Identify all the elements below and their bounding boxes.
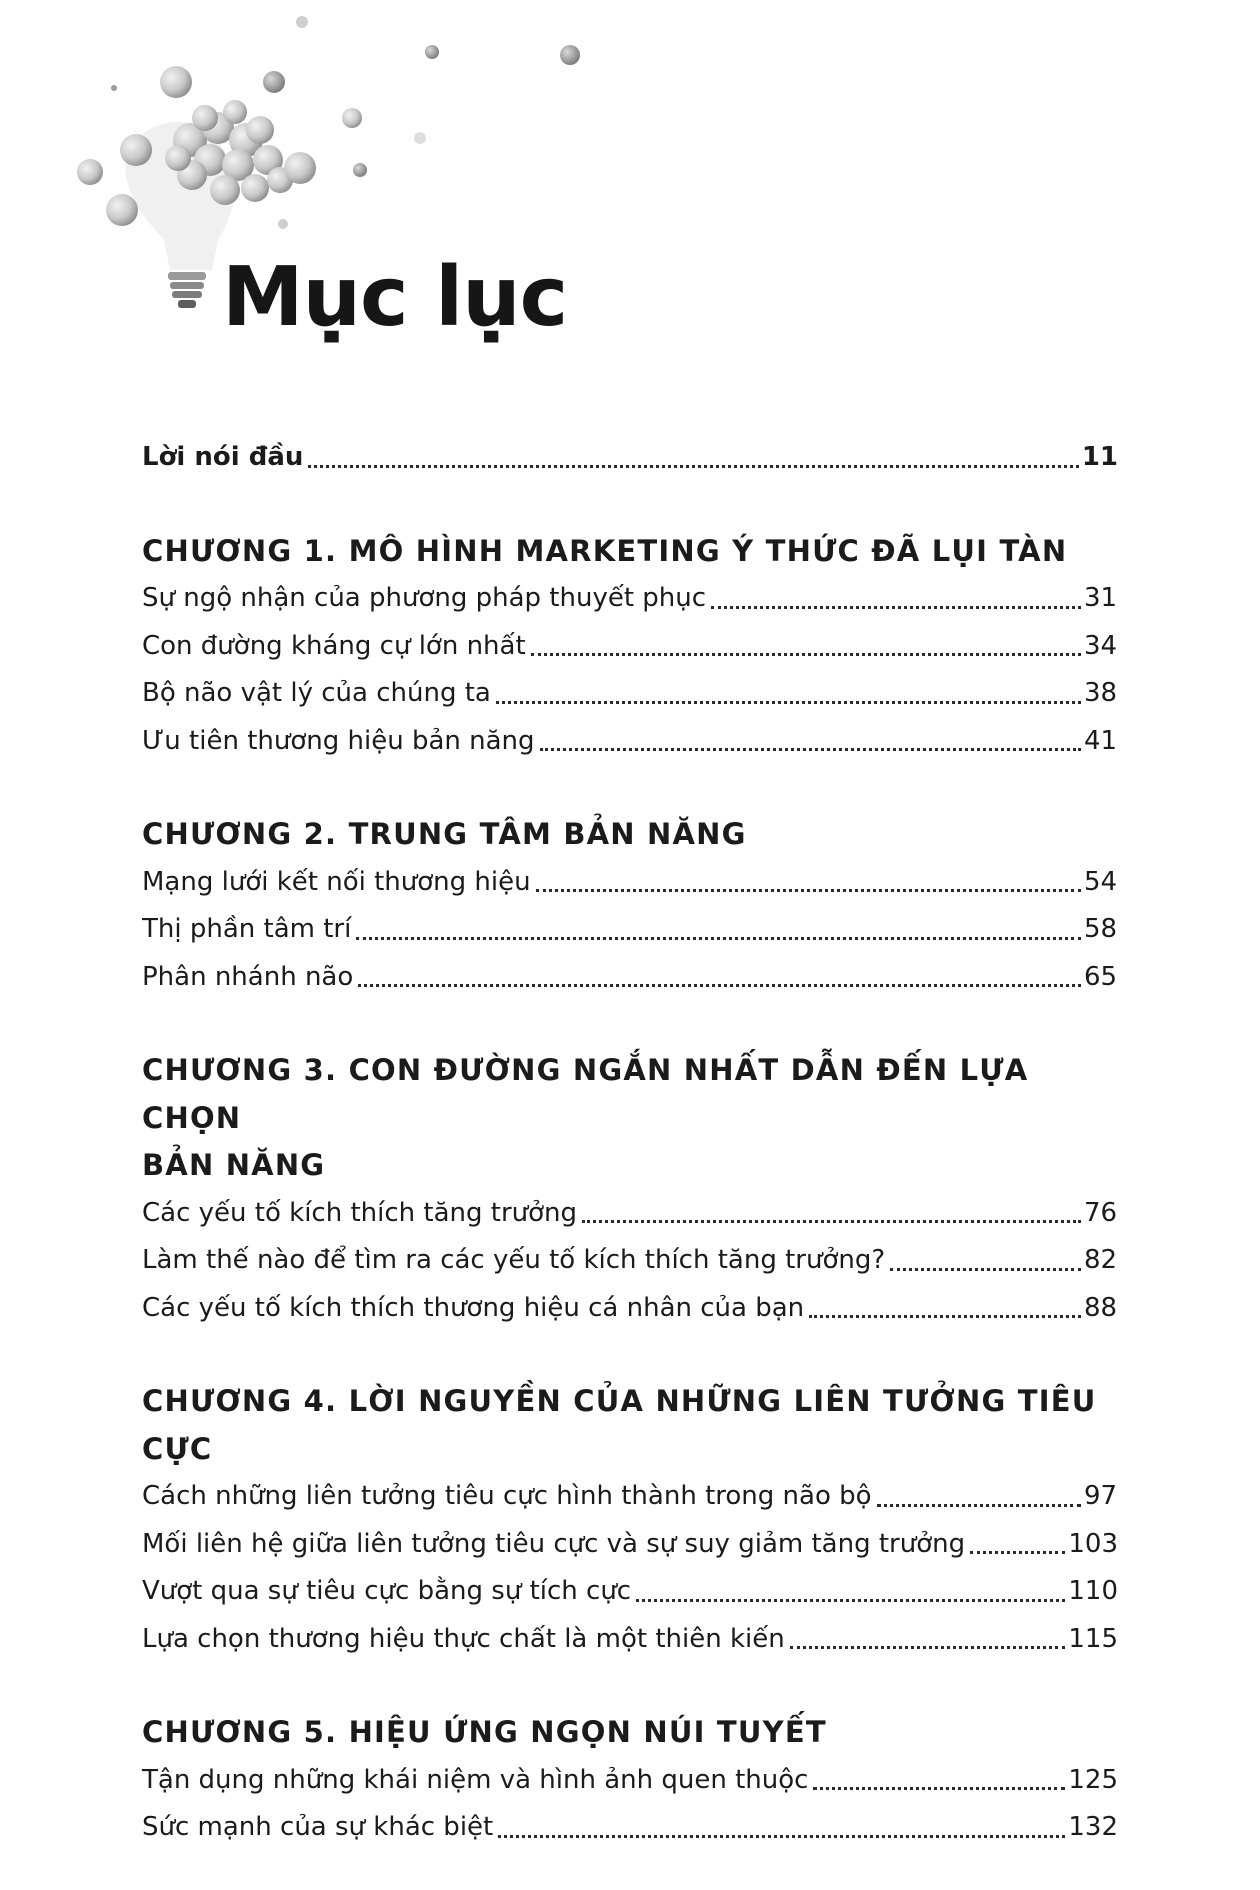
toc-entry[interactable] <box>142 575 1118 623</box>
toc-entry-label: Mối liên hệ giữa liên tưởng tiêu cực và sự suy giảm tăng trưởng <box>142 1528 966 1559</box>
chapter-2-heading[interactable]: CHƯƠNG 2. TRUNG TÂM BẢN NĂNG <box>142 817 747 851</box>
toc-entry[interactable] <box>142 1521 1118 1569</box>
table-of-contents <box>142 434 1118 1852</box>
toc-entry[interactable] <box>142 906 1118 954</box>
toc-entry-label: Lời nói đầu <box>142 442 304 472</box>
toc-page-number: 115 <box>1068 1623 1118 1654</box>
bulb-base-icon <box>168 272 206 308</box>
toc-entry-label: Bộ não vật lý của chúng ta <box>142 678 491 708</box>
dot-leader <box>813 1786 1065 1790</box>
toc-page-number: 125 <box>1068 1764 1118 1795</box>
dot-leader <box>308 464 1078 468</box>
dot-leader <box>358 983 1081 987</box>
dot-leader <box>970 1550 1065 1554</box>
chapter-3-heading-line1[interactable]: CHƯƠNG 3. CON ĐƯỜNG NGẮN NHẤT DẪN ĐẾN LỰA CHỌN <box>142 1053 1029 1135</box>
dot-leader <box>877 1503 1081 1507</box>
toc-entry[interactable] <box>142 670 1118 718</box>
toc-entry-label: Ưu tiên thương hiệu bản năng <box>142 725 535 756</box>
toc-entry-label: Các yếu tố kích thích thương hiệu cá nhân của bạn <box>142 1292 805 1323</box>
chapter-5-heading[interactable]: CHƯƠNG 5. HIỆU ỨNG NGỌN NÚI TUYẾT <box>142 1715 827 1749</box>
toc-entry-label: Mạng lưới kết nối thương hiệu <box>142 866 531 897</box>
toc-entry-label: Làm thế nào để tìm ra các yếu tố kích thích tăng trưởng? <box>142 1245 886 1275</box>
toc-page-number: 65 <box>1084 961 1118 992</box>
toc-page-number: 41 <box>1084 725 1118 756</box>
toc-page-number: 103 <box>1068 1528 1118 1559</box>
toc-entry[interactable] <box>142 623 1118 671</box>
toc-page-number: 88 <box>1084 1292 1118 1323</box>
page-title: Mục lục <box>222 250 568 345</box>
toc-page-number: 132 <box>1068 1812 1118 1842</box>
toc-entry-preface[interactable] <box>142 434 1118 482</box>
toc-page-number: 54 <box>1084 866 1118 897</box>
toc-entry[interactable] <box>142 1804 1118 1852</box>
dot-leader <box>536 888 1081 892</box>
toc-entry[interactable] <box>142 1568 1118 1616</box>
toc-entry-label: Lựa chọn thương hiệu thực chất là một thiên kiến <box>142 1623 785 1654</box>
toc-entry-label: Vượt qua sự tiêu cực bằng sự tích cực <box>142 1576 632 1606</box>
dot-leader <box>711 605 1081 609</box>
dot-leader <box>540 747 1081 751</box>
toc-entry-label: Cách những liên tưởng tiêu cực hình thành trong não bộ <box>142 1481 872 1511</box>
dot-leader <box>790 1645 1066 1649</box>
dot-leader <box>809 1314 1081 1318</box>
chapter-4-heading[interactable]: CHƯƠNG 4. LỜI NGUYỀN CỦA NHỮNG LIÊN TƯỞNG TIÊU CỰC <box>142 1384 1097 1466</box>
toc-page-number: 76 <box>1084 1197 1118 1228</box>
toc-entry-label: Thị phần tâm trí <box>142 914 352 944</box>
dot-leader <box>496 700 1081 704</box>
toc-entry-label: Phân nhánh não <box>142 961 354 992</box>
toc-page-number: 31 <box>1084 583 1118 613</box>
toc-entry[interactable] <box>142 859 1118 907</box>
toc-entry-label: Con đường kháng cự lớn nhất <box>142 630 526 661</box>
dot-leader <box>582 1219 1081 1223</box>
toc-entry-label: Các yếu tố kích thích tăng trưởng <box>142 1197 578 1228</box>
toc-page-number: 110 <box>1068 1576 1118 1606</box>
toc-page-number: 58 <box>1084 914 1118 944</box>
toc-page-number: 11 <box>1081 442 1118 472</box>
toc-page-number: 34 <box>1084 630 1118 661</box>
toc-entry[interactable] <box>142 1616 1118 1664</box>
dot-leader <box>498 1834 1065 1838</box>
chapter-1-heading[interactable]: CHƯƠNG 1. MÔ HÌNH MARKETING Ý THỨC ĐÃ LỤI TÀN <box>142 533 1068 568</box>
toc-entry[interactable] <box>142 718 1118 766</box>
toc-page-number: 97 <box>1084 1481 1118 1511</box>
toc-entry[interactable] <box>142 954 1118 1002</box>
toc-entry[interactable] <box>142 1237 1118 1285</box>
toc-entry[interactable] <box>142 1473 1118 1521</box>
dot-leader <box>636 1598 1065 1602</box>
dot-leader <box>356 936 1081 940</box>
toc-entry-label: Sự ngộ nhận của phương pháp thuyết phục <box>142 583 707 613</box>
toc-entry[interactable] <box>142 1757 1118 1805</box>
toc-page-number: 82 <box>1084 1245 1118 1275</box>
toc-entry-label: Sức mạnh của sự khác biệt <box>142 1812 494 1842</box>
dot-leader <box>531 652 1081 656</box>
chapter-3-heading-line2[interactable]: BẢN NĂNG <box>142 1148 326 1182</box>
dot-leader <box>890 1267 1081 1271</box>
toc-entry-label: Tận dụng những khái niệm và hình ảnh quen thuộc <box>142 1764 809 1795</box>
toc-page-number: 38 <box>1084 678 1118 708</box>
toc-entry[interactable] <box>142 1285 1118 1333</box>
toc-entry[interactable] <box>142 1190 1118 1238</box>
